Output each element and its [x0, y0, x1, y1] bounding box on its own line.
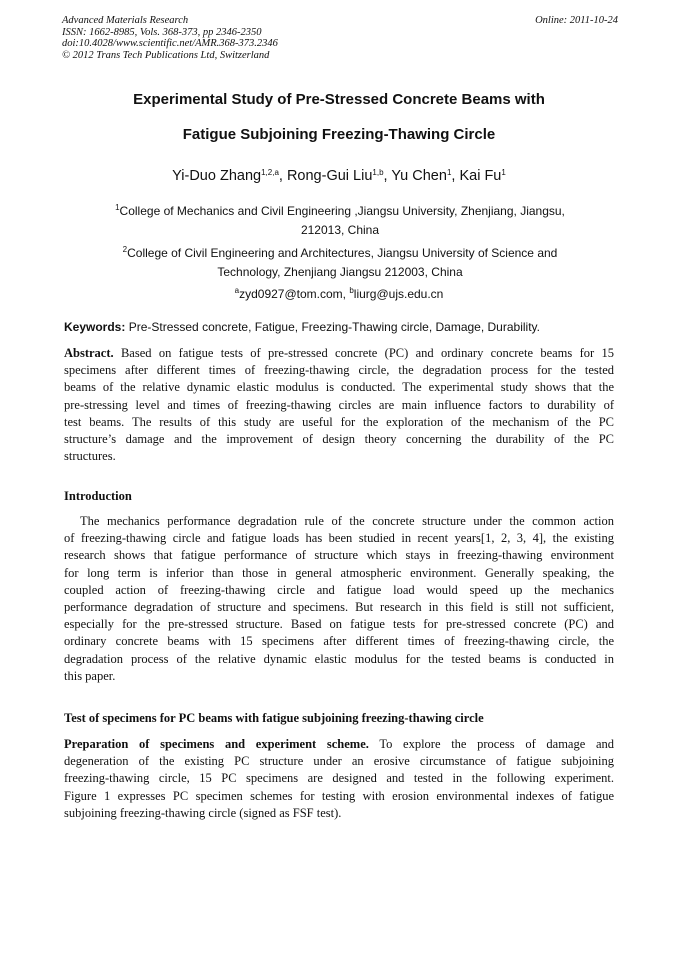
- paragraph-line: degeneration of the existing PC structure under an erosive circumstance of fatigue subjoining: [64, 754, 614, 769]
- affiliation-2-line-2: Technology, Zhenjiang Jiangsu 212003, China: [217, 265, 463, 279]
- paragraph-line: freezing-thawing circle, 15 PC specimens are designed and tested in the following experiment.: [64, 771, 614, 786]
- author-separator: ,: [451, 168, 460, 184]
- paragraph-line: The mechanics performance degradation rule of the concrete structure under the common action: [80, 514, 614, 528]
- author-name: Kai Fu: [459, 168, 502, 184]
- author-separator: ,: [278, 168, 287, 184]
- email-line: [64, 287, 614, 301]
- paragraph-line: of freezing-thawing circle and fatigue loads has been studied in recent years[1, 2, 3, 4], the existing: [64, 531, 614, 546]
- paragraph-line: performance degradation of structure and specimens. But research in this field is still not sufficient,: [64, 599, 614, 614]
- paragraph-line: To explore the process of damage and: [379, 737, 615, 751]
- abstract-line: specimens after different times of freezing-thawing circle, the degradation process for the tested: [64, 363, 614, 378]
- affiliation-1-line-2: 212013, China: [300, 223, 380, 237]
- paragraph-line: subjoining freezing-thawing circle (signed as FSF test).: [64, 805, 342, 820]
- keywords-label: Keywords:: [64, 320, 126, 334]
- subsection-label: Preparation of specimens and experiment scheme.: [64, 737, 369, 751]
- abstract-line: Based on fatigue tests of pre-stressed concrete (PC) and ordinary concrete beams for 15: [120, 346, 614, 360]
- paragraph-line: research shows that fatigue performance of structure which stays in freezing-thawing environment: [64, 548, 614, 563]
- keywords: [64, 320, 614, 334]
- author-list: [64, 168, 614, 184]
- affiliation-1: [92, 202, 588, 240]
- author-name: Yi-Duo Zhang: [172, 168, 262, 184]
- author-name: Rong-Gui Liu: [286, 168, 373, 184]
- abstract-line: structures.: [64, 449, 116, 464]
- paragraph-line: degradation process of the relative dynamic elastic modulus for the tested beams is conducted in: [64, 651, 614, 666]
- paragraph-line: this paper.: [64, 668, 116, 683]
- abstract-line: beams of the relative dynamic elastic modulus is conducted. The experimental study shows that the: [64, 380, 614, 395]
- journal-name: Advanced Materials Research: [62, 15, 189, 26]
- journal-header: [62, 15, 618, 61]
- affiliation-mark: 2: [122, 245, 128, 254]
- abstract-label: Abstract.: [64, 346, 114, 360]
- abstract-line: pre-stressing level and times of freezing-thawing circles are main influence factors to durability of: [64, 397, 614, 412]
- paper-title-line-1: Experimental Study of Pre-Stressed Concrete Beams with: [133, 91, 545, 108]
- email-address: zyd0927@tom.com,: [239, 287, 346, 301]
- online-date: Online: 2011-10-24: [535, 15, 618, 26]
- paragraph-line: especially for the pre-stressed structure. Based on fatigue tests for pre-stressed concrete (PC) and: [64, 617, 614, 632]
- introduction-paragraph: [64, 513, 614, 685]
- email-mark: b: [349, 286, 354, 295]
- doi-line: doi:10.4028/www.scientific.net/AMR.368-373.2346: [62, 38, 278, 49]
- copyright-line: © 2012 Trans Tech Publications Ltd, Switzerland: [62, 49, 270, 61]
- email-mark: a: [234, 286, 240, 295]
- author-separator: ,: [383, 168, 392, 184]
- abstract-line: test beams. The results of this study are useful for the exploration of the mechanism of the PC: [64, 414, 614, 429]
- section-heading-introduction: Introduction: [64, 489, 132, 503]
- paper-title-line-2: Fatigue Subjoining Freezing-Thawing Circle: [182, 126, 496, 143]
- author-affiliation-mark: 1,b: [372, 168, 384, 177]
- abstract-line: structure’s damage and the improvement of design theory concerning the durability of the PC: [64, 431, 614, 446]
- author-affiliation-mark: 1: [446, 168, 452, 177]
- paragraph-line: for long term is inferior than those in general atmospheric environment. Generally speaking, the: [64, 565, 614, 580]
- paragraph-line: Figure 1 expresses PC specimen schemes for testing with erosion environmental indexes of fatigue: [64, 788, 614, 803]
- keywords-text: Pre-Stressed concrete, Fatigue, Freezing-Thawing circle, Damage, Durability.: [128, 320, 540, 334]
- author-affiliation-mark: 1,2,a: [261, 168, 279, 177]
- affiliation-mark: 1: [115, 203, 120, 212]
- affiliation-2: [92, 244, 588, 282]
- abstract: [64, 345, 614, 465]
- affiliation-1-line-1: College of Mechanics and Civil Engineering ,Jiangsu University, Zhenjiang, Jiangsu,: [119, 204, 565, 218]
- email-address: liurg@ujs.edu.cn: [353, 287, 444, 301]
- issn-line: ISSN: 1662-8985, Vols. 368-373, pp 2346-2350: [62, 26, 262, 38]
- author-affiliation-mark: 1: [501, 168, 506, 177]
- affiliation-2-line-1: College of Civil Engineering and Architectures, Jiangsu University of Science and: [127, 246, 558, 260]
- section-heading-test-of-specimens: Test of specimens for PC beams with fatigue subjoining freezing-thawing circle: [64, 711, 484, 725]
- author-name: Yu Chen: [391, 168, 447, 184]
- preparation-paragraph: [64, 736, 614, 822]
- paragraph-line: coupled action of freezing-thawing circle and fatigue load would speed up the mechanics: [64, 582, 614, 597]
- paragraph-line: ordinary concrete beams with 15 specimens after different times of freezing-thawing circle, the: [64, 634, 614, 649]
